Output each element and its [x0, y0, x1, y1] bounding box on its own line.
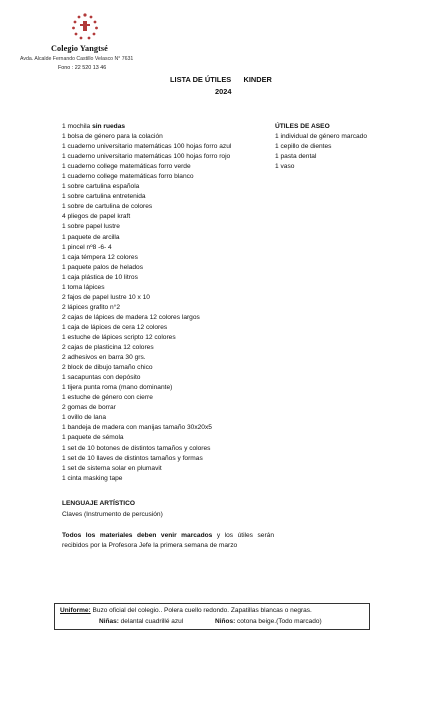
list-item: 1 toma lápices: [62, 283, 105, 291]
uniform-details: Niñas: delantal cuadrillé azul Niños: cotona beige.(Todo marcado): [99, 618, 322, 625]
list-item: 1 set de 10 llaves de distintos tamaños y formas: [62, 454, 203, 462]
list-item: 1 sobre cartulina entretenida: [62, 193, 146, 201]
list-item: 4 pliegos de papel kraft: [62, 213, 131, 221]
list-item: 1 bolsa de género para la colación: [62, 133, 163, 141]
hygiene-item: 1 pasta dental: [275, 153, 317, 161]
art-language-heading: LENGUAJE ARTÍSTICO: [62, 500, 136, 507]
list-item: 1 cuaderno college matemáticas forro verde: [62, 163, 191, 171]
list-item: 1 tijera punta roma (mano dominante): [62, 384, 173, 392]
list-item: 1 set de 10 botones de distintos tamaños y colores: [62, 444, 211, 452]
document-year: 2024: [215, 87, 232, 96]
list-item: 1 sobre cartulina española: [62, 183, 140, 191]
marking-note: Todos los materiales deben venir marcados y los útiles serán recibidos por la Profesora Jefe la primera semana de marzo: [62, 532, 274, 549]
list-item: 2 adhesivos en barra 30 grs.: [62, 354, 146, 362]
list-item: 1 estuche de lápices scripto 12 colores: [62, 333, 176, 341]
school-name: Colegio Yangtsé: [51, 44, 108, 53]
supplies-list: [62, 122, 231, 484]
school-phone: Fono : 22 520 13 46: [58, 65, 107, 71]
list-item: 1 pincel nº8 -6- 4: [62, 243, 112, 251]
list-item: 1 paquete de sémola: [62, 434, 124, 442]
list-item: 2 block de dibujo tamaño chico: [62, 364, 153, 372]
uniform-box: [54, 603, 370, 630]
marking-note-emphasis: Todos los materiales deben venir marcados: [62, 532, 213, 539]
school-address: Avda. Alcalde Fernando Castillo Velasco N° 7631: [20, 56, 134, 62]
list-item: 2 lápices grafito n°2: [62, 303, 120, 311]
list-item: 1 ovillo de lana: [62, 414, 106, 422]
list-item: 1 cuaderno universitario matemáticas 100 hojas forro azul: [62, 143, 232, 151]
hygiene-heading: ÚTILES DE ASEO: [275, 123, 330, 130]
list-item: 2 gomas de borrar: [62, 404, 116, 412]
hygiene-item: 1 individual de género marcado: [275, 133, 368, 141]
school-logo: [70, 12, 100, 42]
list-item: 2 cajas de lápices de madera 12 colores largos: [62, 313, 200, 321]
list-item: 1 set de sistema solar en plumavit: [62, 464, 162, 472]
hygiene-item: 1 cepillo de dientes: [275, 143, 332, 151]
list-item: 1 sobre de cartulina de colores: [62, 203, 153, 211]
list-item: 1 sobre papel lustre: [62, 223, 120, 231]
hygiene-supplies: [275, 122, 367, 172]
list-item: 1 estuche de género con cierre: [62, 394, 153, 402]
list-item: 1 caja plástica de 10 litros: [62, 273, 138, 281]
uniform-label: Uniforme:: [60, 607, 91, 614]
list-item: 1 mochila sin ruedas: [62, 123, 126, 130]
list-item-emphasis: sin ruedas: [92, 123, 126, 130]
list-item: 1 bandeja de madera con manijas tamaño 30x20x5: [62, 424, 212, 432]
art-language-item: Claves (Instrumento de percusión): [62, 511, 163, 518]
boys-label: Niños:: [215, 618, 236, 625]
hygiene-item: 1 vaso: [275, 163, 295, 171]
document-title: LISTA DE ÚTILES KINDER: [170, 75, 272, 84]
girls-label: Niñas:: [99, 618, 119, 625]
list-item: 1 cinta masking tape: [62, 474, 123, 482]
list-item: 2 fajos de papel lustre 10 x 10: [62, 293, 150, 301]
list-item: 1 cuaderno universitario matemáticas 100 hojas forro rojo: [62, 153, 231, 161]
uniform-line: Uniforme: Buzo oficial del colegio.. Polera cuello redondo. Zapatillas blancas o negras.: [60, 607, 312, 614]
list-item: 1 cuaderno college matemáticas forro blanco: [62, 173, 194, 181]
list-item: 1 sacapuntas con depósito: [62, 374, 141, 382]
list-item: 1 caja de lápices de cera 12 colores: [62, 323, 168, 331]
list-item: 1 caja témpera 12 colores: [62, 253, 138, 261]
list-item: 2 cajas de plasticina 12 colores: [62, 344, 154, 352]
list-item: 1 paquete palos de helados: [62, 263, 144, 271]
list-item: 1 paquete de arcilla: [62, 233, 120, 241]
